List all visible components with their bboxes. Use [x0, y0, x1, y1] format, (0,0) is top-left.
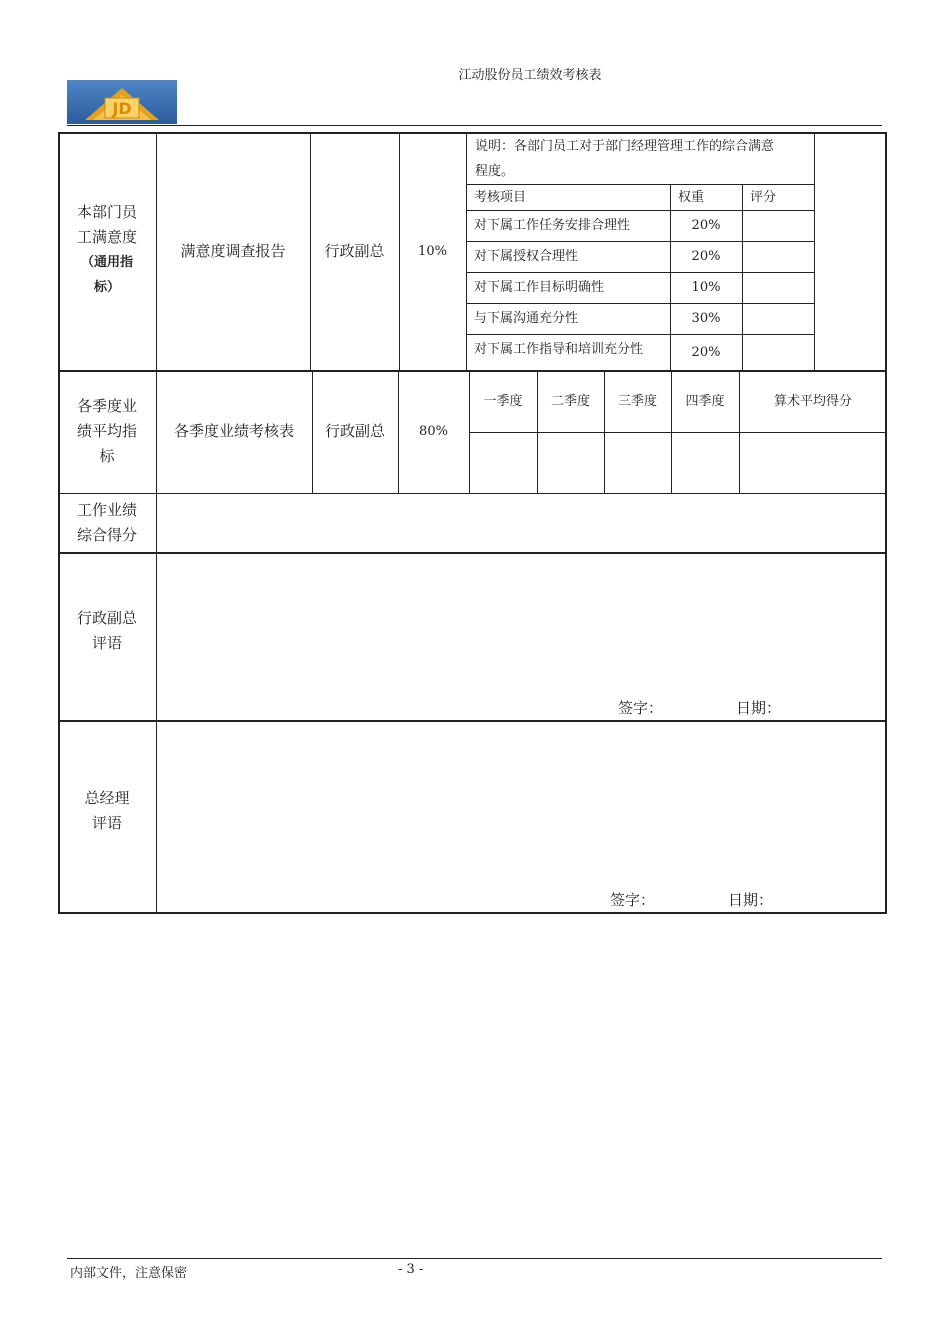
- quarter-header: 二季度: [550, 393, 590, 409]
- gm-comment-area[interactable]: [157, 722, 885, 882]
- sub-item-score[interactable]: [742, 241, 814, 272]
- sub-header-item: 考核项目: [474, 189, 527, 205]
- satisfaction-label: 本部门员 工满意度 （通用指 标）: [76, 203, 137, 295]
- sub-item-name: 与下属沟通充分性: [474, 311, 579, 326]
- gm-signature-label: 签字：: [610, 891, 656, 909]
- confidential-notice: 内部文件，注意保密: [70, 1266, 188, 1281]
- sub-item-score[interactable]: [742, 334, 814, 370]
- divider: [814, 132, 815, 370]
- gm-comment-label: 总经理 评语: [84, 789, 130, 832]
- quarterly-source: 各季度业绩考核表: [173, 422, 294, 440]
- sub-item-name: 对下属工作目标明确性: [474, 280, 605, 295]
- svg-text:JD: JD: [112, 99, 132, 118]
- quarter-header: 三季度: [617, 393, 657, 409]
- average-score-cell[interactable]: [739, 433, 887, 493]
- footer-rule: [67, 1258, 882, 1259]
- total-score-value[interactable]: [157, 493, 887, 552]
- total-score-label: 工作业绩 综合得分: [76, 500, 137, 544]
- quarter-score-cell[interactable]: [469, 433, 537, 493]
- sub-item-name: 对下属授权合理性: [474, 249, 579, 264]
- sub-item-weight: 20%: [691, 344, 721, 360]
- quarterly-label: 各季度业 绩平均指 标: [76, 397, 137, 465]
- sub-header-score: 评分: [750, 189, 777, 205]
- vp-comment-label: 行政副总 评语: [76, 609, 137, 652]
- satisfaction-weight: 10%: [418, 243, 447, 259]
- sub-item-weight: 30%: [691, 311, 721, 326]
- satisfaction-evaluator: 行政副总: [324, 241, 385, 260]
- sub-item-weight: 20%: [691, 218, 721, 233]
- sub-item-weight: 10%: [691, 280, 721, 295]
- sub-header-weight: 权重: [678, 189, 705, 205]
- vp-date-label: 日期：: [736, 699, 782, 717]
- header-rule: [67, 125, 882, 126]
- quarter-header: 一季度: [483, 393, 523, 409]
- document-title: 江动股份员工绩效考核表: [458, 68, 602, 83]
- vp-signature-label: 签字：: [618, 699, 664, 717]
- quarter-header: 四季度: [685, 393, 725, 409]
- sub-item-name: 对下属工作指导和培训充分性: [474, 341, 644, 357]
- satisfaction-description: 说明：各部门员工对于部门经理管理工作的综合满意 程度。: [475, 139, 775, 179]
- company-logo: [67, 80, 177, 124]
- quarter-score-cell[interactable]: [537, 433, 604, 493]
- quarter-score-cell[interactable]: [671, 433, 739, 493]
- quarterly-weight: 80%: [419, 424, 448, 439]
- satisfaction-source: 满意度调查报告: [180, 241, 286, 260]
- quarter-score-cell[interactable]: [604, 433, 671, 493]
- sub-item-weight: 20%: [691, 249, 721, 264]
- gm-date-label: 日期：: [728, 891, 774, 909]
- vp-comment-area[interactable]: [157, 554, 885, 694]
- sub-item-name: 对下属工作任务安排合理性: [474, 218, 631, 233]
- average-score-header: 算术平均得分: [773, 393, 852, 409]
- quarterly-evaluator: 行政副总: [324, 422, 385, 440]
- page-number: - 3 -: [398, 1262, 424, 1277]
- sub-item-score[interactable]: [742, 210, 814, 241]
- sub-item-score[interactable]: [742, 272, 814, 303]
- sub-item-score[interactable]: [742, 303, 814, 334]
